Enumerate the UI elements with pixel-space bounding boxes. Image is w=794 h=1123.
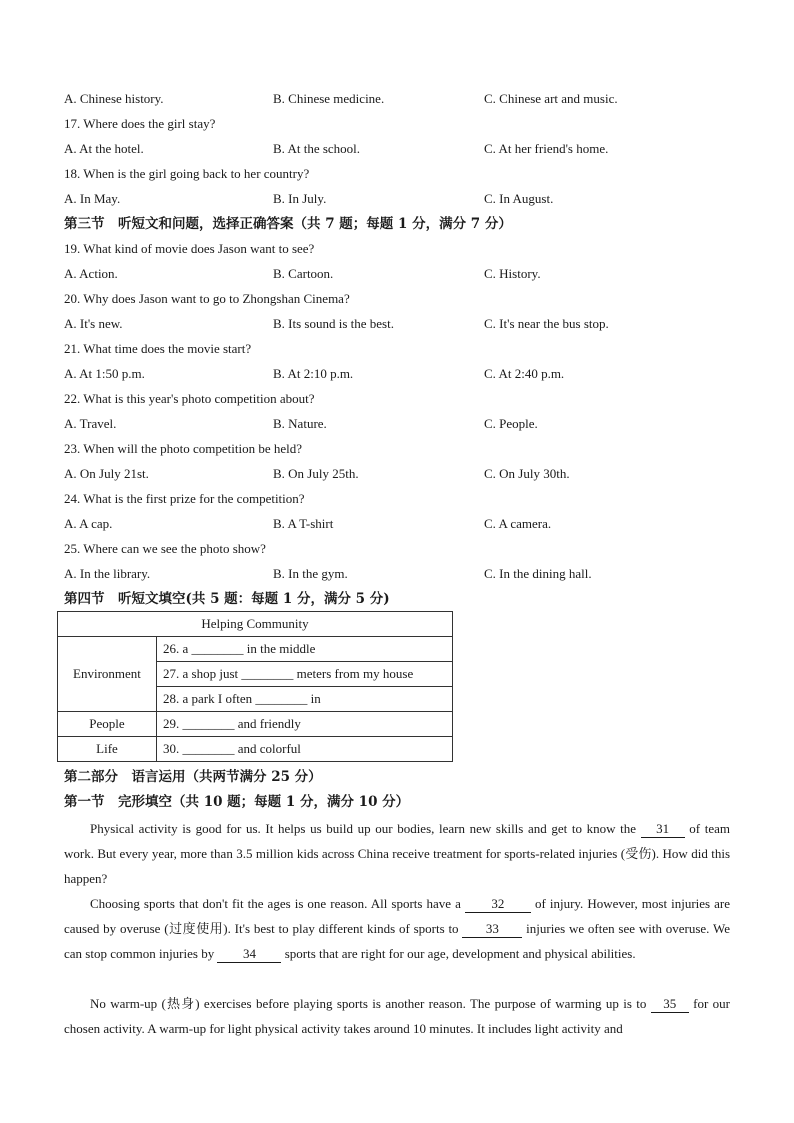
q23-options [64, 464, 744, 484]
q17-option-b[interactable]: B. At the school. [273, 141, 361, 156]
cloze-blank-35[interactable]: 35 [651, 996, 689, 1013]
q21-option-a[interactable]: A. At 1:50 p.m. [64, 366, 145, 381]
section3-heading: 第三节 听短文和问题，选择正确答案（共 7 题；每题 1 分，满分 7 分） [64, 216, 512, 232]
q17-option-a[interactable]: A. At the hotel. [64, 141, 144, 156]
q17-question: 17. Where does the girl stay? [64, 116, 216, 131]
q21-option-b[interactable]: B. At 2:10 p.m. [273, 366, 354, 381]
cloze-blank-32[interactable]: 32 [465, 896, 531, 913]
blank-item-27[interactable]: 27. a shop just ________ meters from my house [157, 662, 453, 687]
cloze-paragraph-2 [64, 891, 730, 966]
para1-text-after: of team work. But every year, more than 3.5 million kids across China receive treatment for sports-related injuries (受伤). How did this happen? [64, 821, 731, 886]
q20-option-c[interactable]: C. It's near the bus stop. [484, 316, 609, 331]
cloze-blank-33[interactable]: 33 [462, 921, 522, 938]
q18-option-a[interactable]: A. In May. [64, 191, 121, 206]
table-title-row [58, 612, 453, 637]
para2-text-4: sports that are right for our age, development and physical abilities. [281, 946, 636, 961]
para2-text-3: injuries we often see with overuse. We can stop common injuries by [64, 921, 730, 961]
q23-option-c[interactable]: C. On July 30th. [484, 466, 570, 481]
para3-text-1: No warm-up (热身) exercises before playing sports is another reason. The purpose of warming up is to [90, 996, 651, 1011]
q23-question: 23. When will the photo competition be held? [64, 441, 303, 456]
blank-item-29[interactable]: 29. ________ and friendly [157, 712, 453, 737]
q23-option-b[interactable]: B. On July 25th. [273, 466, 359, 481]
section4-heading: 第四节 听短文填空(共 5 题：每题 1 分，满分 5 分) [64, 591, 390, 607]
para2-text-2: of injury. However, most injuries are caused by overuse (过度使用). It's best to play different kinds of sports to [64, 896, 731, 936]
q25-option-b[interactable]: B. In the gym. [273, 566, 348, 581]
q21-options [64, 364, 744, 384]
q22-question: 22. What is this year's photo competition about? [64, 391, 315, 406]
q22-option-c[interactable]: C. People. [484, 416, 538, 431]
q25-option-a[interactable]: A. In the library. [64, 566, 151, 581]
q20-option-b[interactable]: B. Its sound is the best. [273, 316, 394, 331]
table-row [58, 637, 453, 662]
q24-question: 24. What is the first prize for the competition? [64, 491, 305, 506]
q22-options [64, 414, 744, 434]
q18-option-c[interactable]: C. In August. [484, 191, 554, 206]
q19-option-a[interactable]: A. Action. [64, 266, 118, 281]
q16-option-c[interactable]: C. Chinese art and music. [484, 91, 618, 106]
blank-item-28[interactable]: 28. a park I often ________ in [157, 687, 453, 712]
q18-question: 18. When is the girl going back to her country? [64, 166, 310, 181]
part2-heading: 第二部分 语言运用（共两节满分 25 分） [64, 769, 322, 785]
q25-options [64, 564, 744, 584]
table-title: Helping Community [58, 612, 453, 637]
category-people: People [58, 712, 157, 737]
q16-option-b[interactable]: B. Chinese medicine. [273, 91, 385, 106]
q17-options [64, 139, 744, 159]
q24-option-c[interactable]: C. A camera. [484, 516, 552, 531]
blank-item-30[interactable]: 30. ________ and colorful [157, 737, 453, 762]
cloze-heading: 第一节 完形填空（共 10 题；每题 1 分，满分 10 分） [64, 794, 410, 810]
q20-question: 20. Why does Jason want to go to Zhongshan Cinema? [64, 291, 350, 306]
para1-text-before: Physical activity is good for us. It helps us build up our bodies, learn new skills and get to know the [90, 821, 641, 836]
q25-option-c[interactable]: C. In the dining hall. [484, 566, 592, 581]
cloze-paragraph-1 [64, 816, 730, 891]
q22-option-a[interactable]: A. Travel. [64, 416, 117, 431]
para2-text-1: Choosing sports that don't fit the ages is one reason. All sports have a [90, 896, 465, 911]
cloze-blank-34[interactable]: 34 [217, 946, 281, 963]
para3-text-2: for our chosen activity. A warm-up for light physical activity takes around 10 minutes. It includes light activity and [64, 996, 730, 1036]
cloze-paragraph-3 [64, 991, 730, 1041]
q18-options [64, 189, 744, 209]
q24-options [64, 514, 744, 534]
table-row [58, 737, 453, 762]
q24-option-b[interactable]: B. A T-shirt [273, 516, 334, 531]
q19-options [64, 264, 744, 284]
fill-in-table [57, 611, 453, 762]
q17-option-c[interactable]: C. At her friend's home. [484, 141, 609, 156]
q25-question: 25. Where can we see the photo show? [64, 541, 266, 556]
q19-option-b[interactable]: B. Cartoon. [273, 266, 334, 281]
cloze-blank-31[interactable]: 31 [641, 821, 685, 838]
category-life: Life [58, 737, 157, 762]
q19-option-c[interactable]: C. History. [484, 266, 541, 281]
q21-option-c[interactable]: C. At 2:40 p.m. [484, 366, 565, 381]
q22-option-b[interactable]: B. Nature. [273, 416, 327, 431]
q18-option-b[interactable]: B. In July. [273, 191, 327, 206]
q16-option-a[interactable]: A. Chinese history. [64, 91, 164, 106]
q23-option-a[interactable]: A. On July 21st. [64, 466, 149, 481]
q20-options [64, 314, 744, 334]
table-row [58, 712, 453, 737]
q24-option-a[interactable]: A. A cap. [64, 516, 113, 531]
q16-options [64, 89, 744, 109]
category-environment: Environment [58, 637, 157, 712]
q20-option-a[interactable]: A. It's new. [64, 316, 123, 331]
q19-question: 19. What kind of movie does Jason want to see? [64, 241, 315, 256]
blank-item-26[interactable]: 26. a ________ in the middle [157, 637, 453, 662]
q21-question: 21. What time does the movie start? [64, 341, 252, 356]
